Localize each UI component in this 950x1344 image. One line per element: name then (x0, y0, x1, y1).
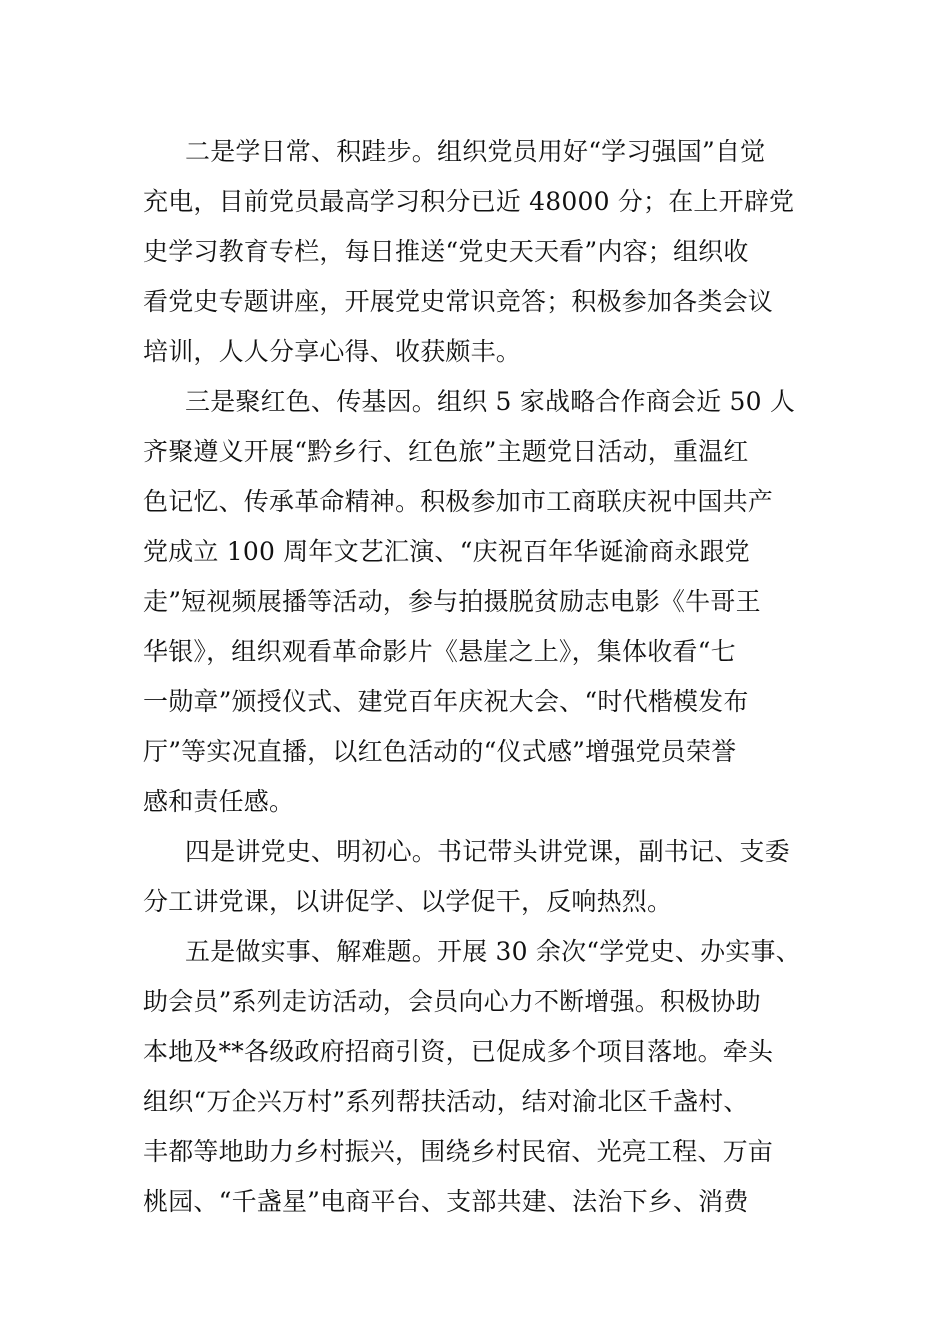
paragraph-1-line-4: 看党史专题讲座，开展党史常识竞答；积极参加各类会议 (143, 287, 774, 316)
paragraph-2-line-3: 色记忆、传承革命精神。积极参加市工商联庆祝中国共产 (143, 487, 774, 516)
paragraph-3-line-1: 四是讲党史、明初心。书记带头讲党课，副书记、支委 (185, 837, 790, 866)
paragraph-1-line-5: 培训，人人分享心得、收获颇丰。 (143, 337, 522, 366)
paragraph-4-line-2: 助会员”系列走访活动，会员向心力不断增强。积极协助 (143, 987, 761, 1016)
paragraph-2-line-9: 感和责任感。 (143, 787, 295, 816)
paragraph-2-line-2: 齐聚遵义开展“黔乡行、红色旅”主题党日活动，重温红 (143, 437, 749, 466)
paragraph-2-line-5: 走”短视频展播等活动，参与拍摄脱贫励志电影《牛哥王 (143, 587, 761, 616)
paragraph-3-line-2: 分工讲党课，以讲促学、以学促干，反响热烈。 (143, 887, 673, 916)
paragraph-4-line-3: 本地及**各级政府招商引资，已促成多个项目落地。牵头 (143, 1037, 774, 1066)
paragraph-4-line-6: 桃园、“千盏星”电商平台、支部共建、法治下乡、消费 (143, 1187, 749, 1216)
paragraph-1-line-3: 史学习教育专栏，每日推送“党史天天看”内容；组织收 (143, 237, 749, 266)
paragraph-2-line-6: 华银》，组织观看革命影片《悬崖之上》，集体收看“七 (143, 637, 736, 666)
paragraph-2-line-4: 党成立 100 周年文艺汇演、“庆祝百年华诞渝商永跟党 (143, 537, 750, 566)
paragraph-2-line-7: 一勋章”颁授仪式、建党百年庆祝大会、“时代楷模发布 (143, 687, 749, 716)
paragraph-1-line-1: 二是学日常、积跬步。组织党员用好“学习强国”自觉 (185, 137, 766, 166)
paragraph-4-line-1: 五是做实事、解难题。开展 30 余次“学党史、办实事、 (185, 937, 801, 966)
paragraph-4-line-5: 丰都等地助力乡村振兴，围绕乡村民宿、光亮工程、万亩 (143, 1137, 774, 1166)
paragraph-4-line-4: 组织“万企兴万村”系列帮扶活动，结对渝北区千盏村、 (143, 1087, 749, 1116)
paragraph-1-line-2: 充电，目前党员最高学习积分已近 48000 分；在上开辟党 (143, 187, 795, 216)
paragraph-2-line-8: 厅”等实况直播，以红色活动的“仪式感”增强党员荣誉 (143, 737, 737, 766)
paragraph-2-line-1: 三是聚红色、传基因。组织 5 家战略合作商会近 50 人 (185, 387, 796, 416)
